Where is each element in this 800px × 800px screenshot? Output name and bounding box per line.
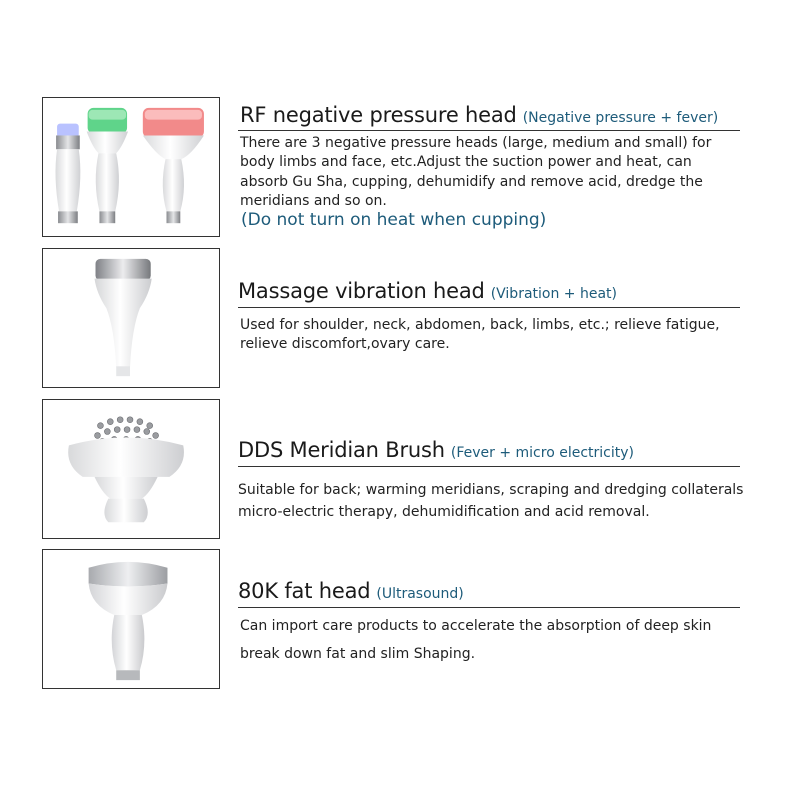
item-3-title — [238, 438, 634, 462]
item-2-subtitle: (Vibration + heat) — [490, 286, 617, 302]
item-3-title-text: DDS Meridian Brush — [238, 438, 445, 462]
meridian-brush-icon — [43, 400, 219, 538]
rf-heads-image — [42, 97, 220, 237]
item-1-title-text: RF negative pressure head — [240, 103, 517, 127]
vibration-head-icon — [43, 249, 219, 387]
three-rf-heads-icon — [43, 98, 219, 236]
item-1-divider — [238, 130, 740, 131]
item-3-divider — [238, 466, 740, 467]
item-4-title — [238, 579, 464, 603]
item-2-title-text: Massage vibration head — [238, 279, 485, 303]
meridian-brush-image — [42, 399, 220, 539]
vibration-head-image — [42, 248, 220, 388]
item-2-title — [238, 279, 617, 303]
fat-head-image — [42, 549, 220, 689]
fat-head-icon — [43, 550, 219, 688]
item-4-divider — [238, 607, 740, 608]
item-2-divider — [238, 307, 740, 308]
item-1-subtitle: (Negative pressure + fever) — [522, 110, 719, 126]
item-3-subtitle: (Fever + micro electricity) — [450, 445, 634, 461]
item-4-description: Can import care products to accelerate the absorption of deep skin break down fat and slim Shaping. — [240, 618, 712, 662]
item-1-warning: (Do not turn on heat when cupping) — [241, 210, 547, 230]
item-1-description: There are 3 negative pressure heads (large, medium and small) for body limbs and face, etc.Adjust the suction power and heat, can absorb Gu Sha, cupping, dehumidify and remove acid, dredge the meridians and so on. — [240, 135, 712, 209]
item-4-title-text: 80K fat head — [238, 579, 371, 603]
item-1-title — [240, 103, 718, 127]
item-3-description: Suitable for back; warming meridians, scraping and dredging collaterals micro-electric therapy, dehumidification and acid removal. — [238, 482, 744, 520]
item-2-description: Used for shoulder, neck, abdomen, back, limbs, etc.; relieve fatigue, relieve discomfort,ovary care. — [240, 317, 720, 353]
item-4-subtitle: (Ultrasound) — [376, 586, 464, 602]
